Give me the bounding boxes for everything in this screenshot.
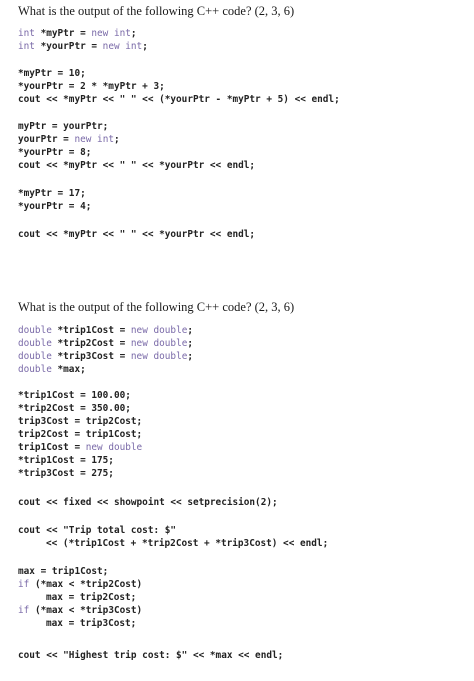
- code-line: int *myPtr = new int;: [18, 28, 137, 39]
- keyword: double: [18, 338, 52, 349]
- keyword: if: [18, 579, 30, 590]
- code-line: yourPtr = new int;: [18, 134, 120, 145]
- code-line: trip3Cost = trip2Cost;: [18, 416, 143, 427]
- code-line: double *trip3Cost = new double;: [18, 351, 194, 362]
- keyword: double: [18, 351, 52, 362]
- question-prompt: What is the output of the following C++ code? (2, 3, 6): [18, 4, 295, 18]
- keyword: int: [18, 41, 35, 52]
- code-line: *trip2Cost = 350.00;: [18, 403, 131, 414]
- keyword: int: [113, 28, 131, 39]
- code-line: *yourPtr = 2 * *myPtr + 3;: [18, 81, 165, 92]
- code-line: *trip1Cost = 100.00;: [18, 390, 131, 401]
- code-line: cout << *myPtr << " " << *yourPtr << endl;: [18, 229, 256, 240]
- code-line: max = trip2Cost;: [46, 592, 137, 603]
- keyword: double: [153, 325, 188, 336]
- code-line: *myPtr = 10;: [18, 68, 86, 79]
- code-line: double *max;: [18, 364, 86, 375]
- code-line: *yourPtr = 4;: [18, 201, 92, 212]
- code-line: cout << *myPtr << " " << *yourPtr << endl;: [18, 160, 256, 171]
- code-line: if (*max < *trip2Cost): [18, 579, 143, 590]
- code-line: max = trip3Cost;: [46, 618, 137, 629]
- keyword: new: [102, 41, 120, 52]
- code-line: cout << *myPtr << " " << (*yourPtr - *myPtr + 5) << endl;: [18, 94, 340, 105]
- keyword: double: [18, 364, 52, 375]
- keyword: new: [85, 442, 103, 453]
- code-line: myPtr = yourPtr;: [18, 121, 109, 132]
- code-line: double *trip1Cost = new double;: [18, 325, 194, 336]
- keyword: double: [18, 325, 52, 336]
- keyword: int: [18, 28, 35, 39]
- code-line: *trip1Cost = 175;: [18, 455, 114, 466]
- code-line: cout << "Trip total cost: $": [18, 525, 177, 536]
- keyword: double: [153, 338, 188, 349]
- keyword: double: [108, 442, 143, 453]
- code-line: int *yourPtr = new int;: [18, 41, 148, 52]
- code-line: *myPtr = 17;: [18, 188, 86, 199]
- code-line: *trip3Cost = 275;: [18, 468, 114, 479]
- code-line: << (*trip1Cost + *trip2Cost + *trip3Cost) << endl;: [46, 538, 329, 549]
- keyword: new: [130, 351, 148, 362]
- code-line: *yourPtr = 8;: [18, 147, 92, 158]
- code-line: max = trip1Cost;: [18, 566, 109, 577]
- question-prompt: What is the output of the following C++ code? (2, 3, 6): [18, 300, 295, 314]
- code-line: double *trip2Cost = new double;: [18, 338, 194, 349]
- keyword: if: [18, 605, 30, 616]
- code-line: if (*max < *trip3Cost): [18, 605, 143, 616]
- keyword: int: [125, 41, 143, 52]
- keyword: new: [74, 134, 92, 145]
- code-line: cout << "Highest trip cost: $" << *max << endl;: [18, 650, 284, 661]
- keyword: new: [91, 28, 109, 39]
- keyword: new: [130, 338, 148, 349]
- code-line: cout << fixed << showpoint << setprecision(2);: [18, 497, 278, 508]
- keyword: double: [153, 351, 188, 362]
- keyword: int: [97, 134, 114, 145]
- keyword: new: [130, 325, 148, 336]
- code-line: trip1Cost = new double: [18, 442, 143, 453]
- code-line: trip2Cost = trip1Cost;: [18, 429, 143, 440]
